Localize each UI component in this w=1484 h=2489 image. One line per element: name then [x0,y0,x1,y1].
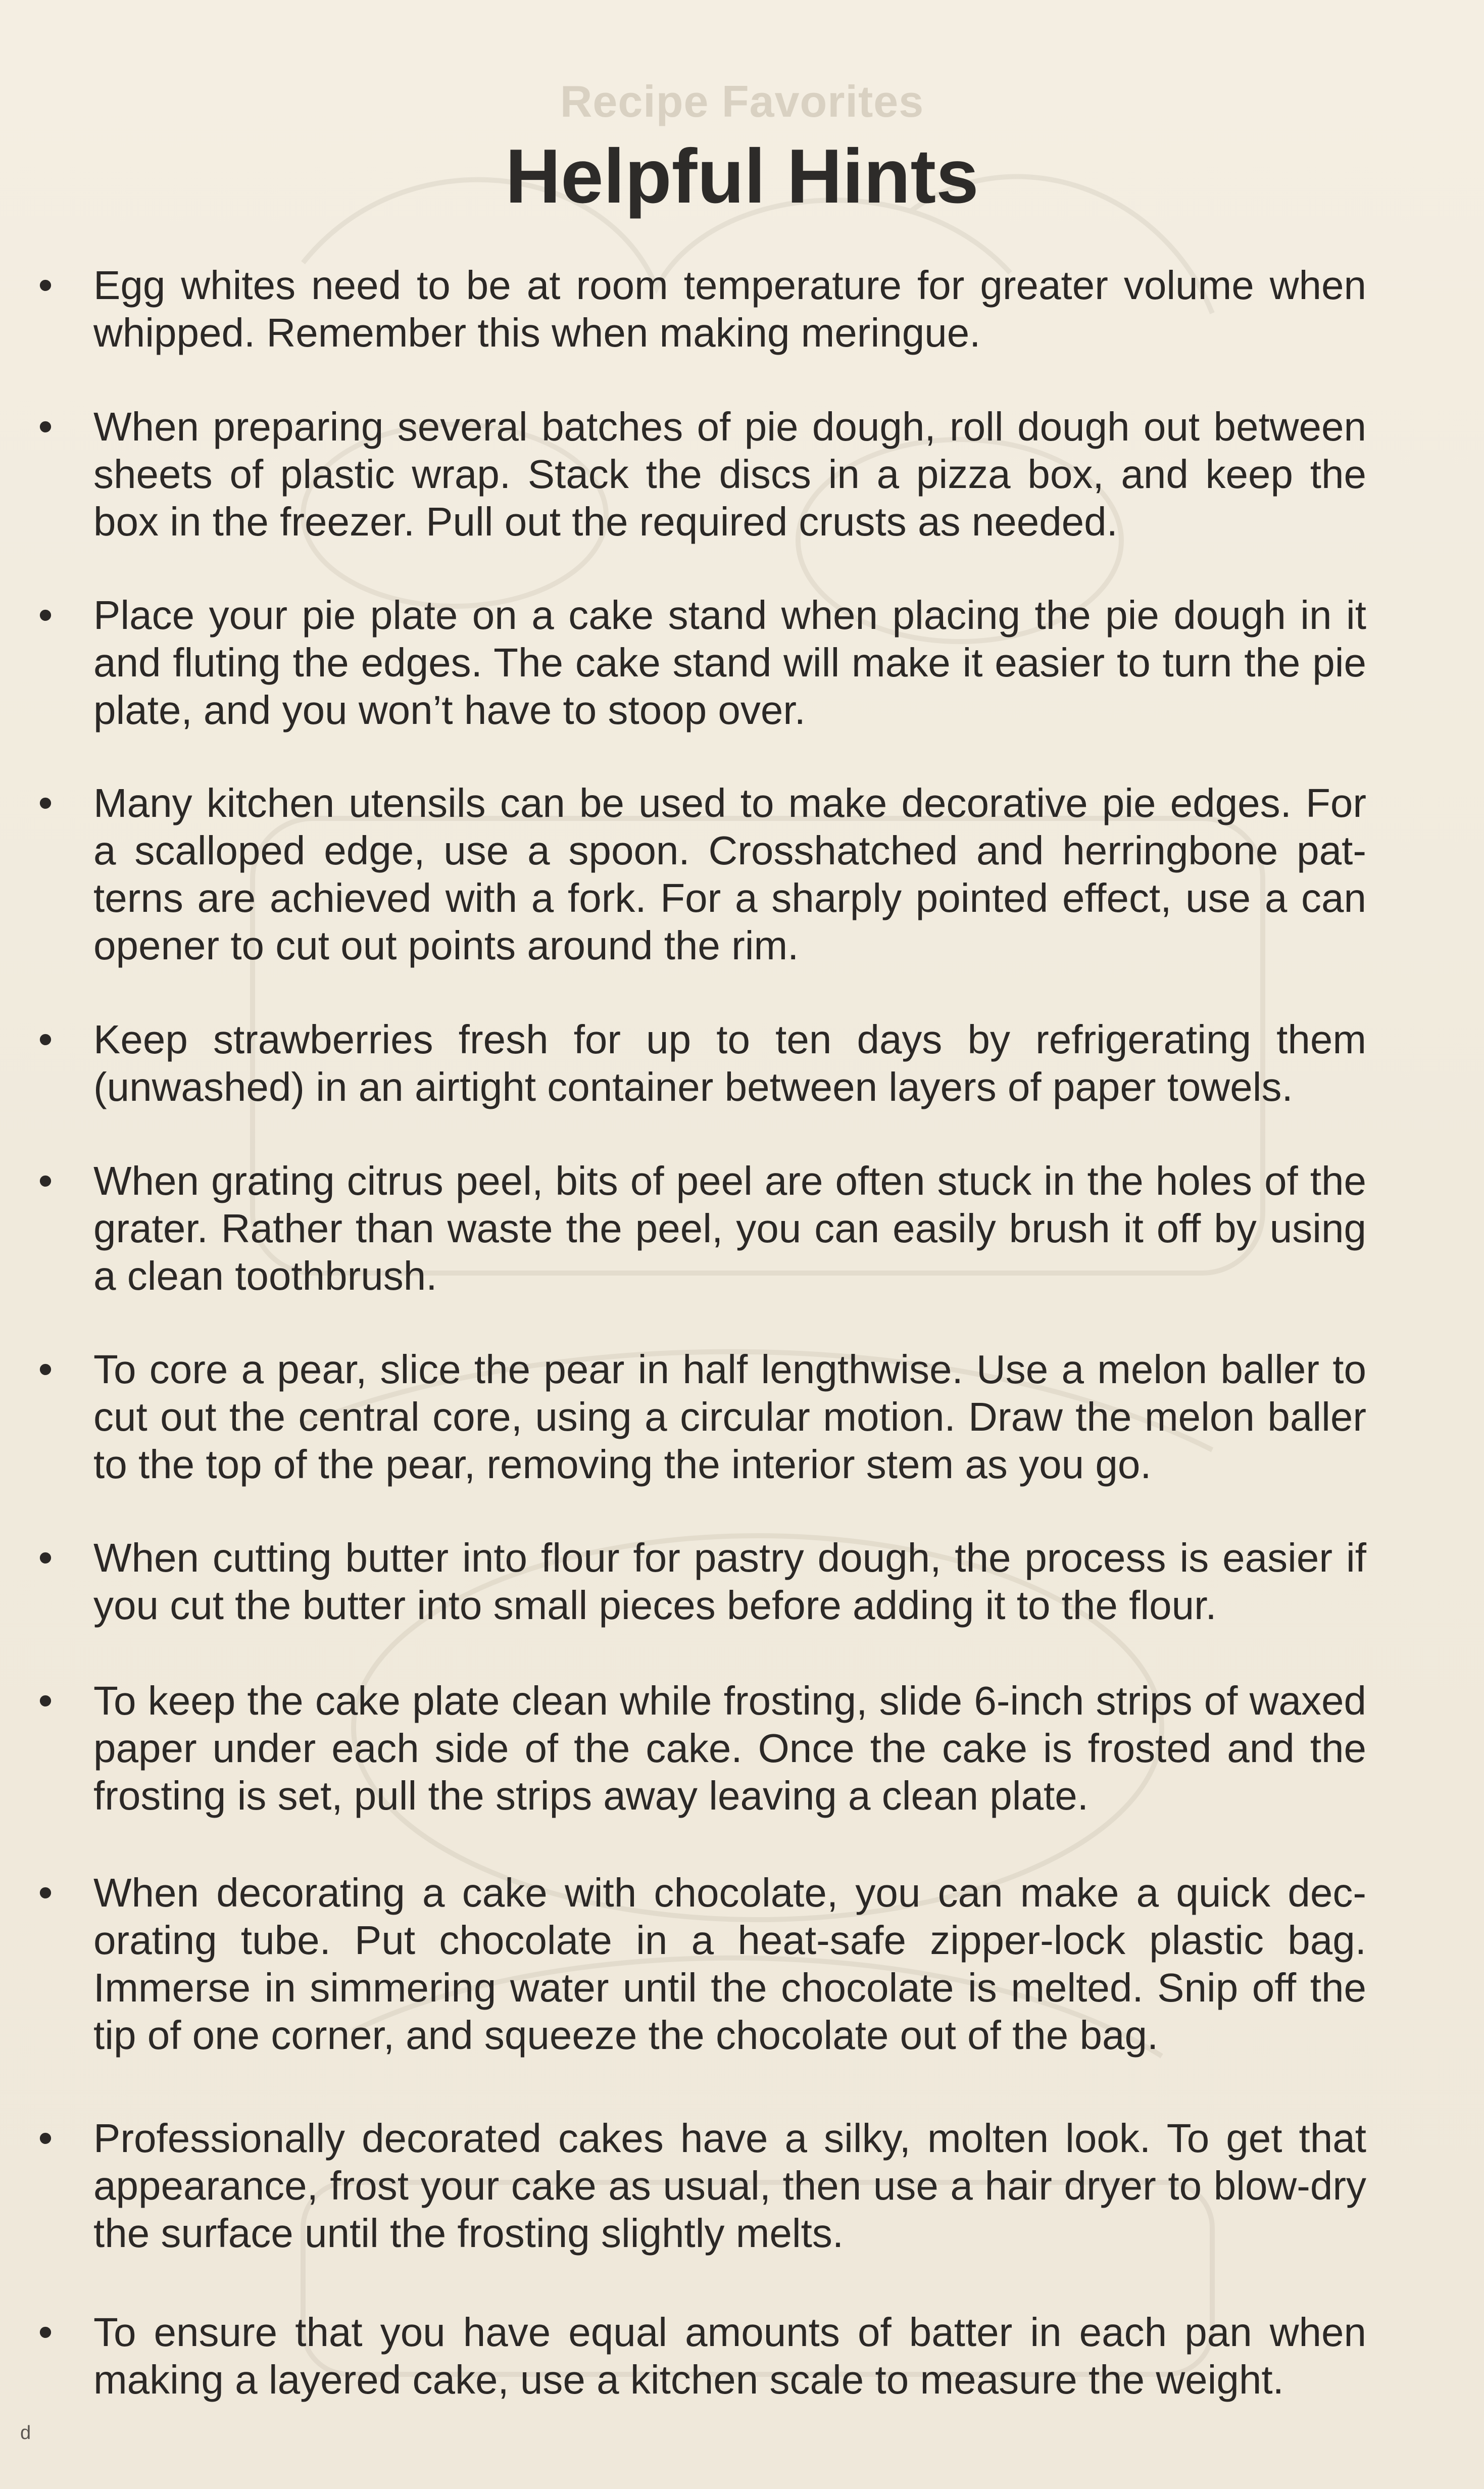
page-title: Helpful Hints [505,133,979,219]
bullet-icon: • [38,1158,53,1204]
bullet-icon: • [38,1870,53,1916]
bullet-icon: • [38,780,53,826]
hint-text: To core a pear, slice the pear in half lengthwise. Use a melon baller to cut out the central core, using a circular motion. Draw the melon baller to the top of the pear, removing the interior stem as you go. [93,1347,1366,1487]
hint-text: When grating citrus peel, bits of peel are often stuck in the holes of the grater. Rather than waste the peel, you can easily brush it off by using a clean toothbrush. [93,1158,1366,1298]
hint-text: Keep strawberries fresh for up to ten days by refrigerating them (unwashed) in an airtight container between layers of paper towels. [93,1017,1366,1109]
bullet-icon: • [38,262,53,308]
hint-text: Egg whites need to be at room temperature for greater volume when whipped. Remember this when making meringue. [93,263,1366,355]
hint-text: When decorating a cake with chocolate, you can make a quick dec-orating tube. Put chocolate in a heat-safe zipper-lock plastic bag. Immerse in simmering water until the chocolate is melted. Snip off the tip of one corner, and squeeze the chocolate out of the bag. [93,1870,1366,2058]
hint-text: Professionally decorated cakes have a silky, molten look. To get that appearance, frost your cake as usual, then use a hair dryer to blow-dry the surface until the frosting slightly melts. [93,2116,1366,2256]
margin-mark: d [20,2422,31,2444]
hint-text: To ensure that you have equal amounts of batter in each pan when making a layered cake, use a kitchen scale to measure the weight. [93,2310,1366,2402]
bullet-icon: • [38,1535,53,1581]
hint-text: Many kitchen utensils can be used to make decorative pie edges. For a scalloped edge, use a spoon. Crosshatched and herringbone pat-terns are achieved with a fork. For a sharply pointed effect, use a can opener to cut out points around the rim. [93,780,1366,968]
bullet-icon: • [38,1016,53,1062]
faint-background-heading: Recipe Favorites [560,76,924,126]
bullet-icon: • [38,1678,53,1724]
hint-text: Place your pie plate on a cake stand when placing the pie dough in it and fluting the edges. The cake stand will make it easier to turn the pie plate, and you won’t have to stoop over. [93,593,1366,733]
hint-text: When cutting butter into flour for pastry dough, the process is easier if you cut the butter into small pieces before adding it to the flour. [93,1535,1366,1628]
bullet-icon: • [38,592,53,638]
bullet-icon: • [38,2115,53,2161]
bullet-icon: • [38,1346,53,1392]
hint-text: When preparing several batches of pie dough, roll dough out between sheets of plastic wrap. Stack the discs in a pizza box, and keep the box in the freezer. Pull out the required crusts as needed. [93,404,1366,544]
hint-text: To keep the cake plate clean while frosting, slide 6-inch strips of waxed paper under each side of the cake. Once the cake is frosted and the frosting is set, pull the strips away leaving a clean plate. [93,1678,1366,1818]
bullet-icon: • [38,2309,53,2355]
bullet-icon: • [38,404,53,450]
